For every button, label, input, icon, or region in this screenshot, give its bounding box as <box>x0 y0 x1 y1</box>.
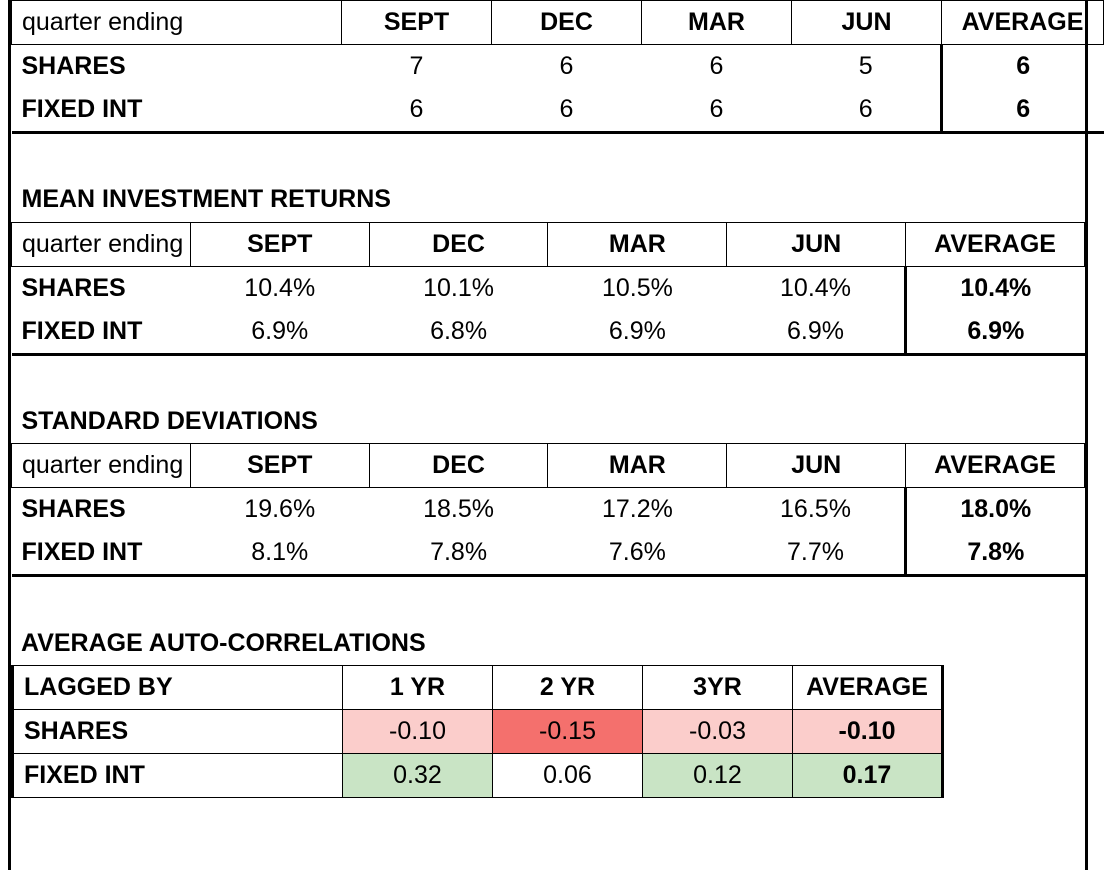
sd-row-shares-label: SHARES <box>21 495 126 524</box>
sd-shares-sept: 19.6% <box>244 495 316 524</box>
corr-shares-3yr: -0.03 <box>643 710 793 754</box>
mean-fixedint-jun: 6.9% <box>727 310 906 354</box>
standard-deviations-title: STANDARD DEVIATIONS <box>21 406 318 435</box>
table-row <box>12 45 1104 89</box>
mean-shares-mar: 10.5% <box>601 273 673 302</box>
sd-header-jun: JUN <box>727 444 906 488</box>
sd-header-sept: SEPT <box>190 444 369 488</box>
corr-row-shares-label: SHARES <box>13 710 343 754</box>
mean-shares-dec: 10.1% <box>423 273 495 302</box>
sd-row-fixedint-label: FIXED INT <box>12 532 191 576</box>
table-row-header <box>13 666 943 710</box>
corr-shares-1yr: -0.10 <box>343 710 493 754</box>
sd-fixedint-sept: 8.1% <box>190 532 369 576</box>
counts-shares-average: 6 <box>942 45 1104 89</box>
corr-fixedint-1yr: 0.32 <box>343 754 493 798</box>
counts-header-average: AVERAGE <box>942 1 1104 45</box>
sd-fixedint-jun: 7.7% <box>727 532 906 576</box>
spacer <box>12 134 1085 178</box>
table-row <box>12 89 1104 133</box>
spacer <box>11 577 1085 621</box>
auto-correlations-title: AVERAGE AUTO-CORRELATIONS <box>21 628 426 657</box>
counts-fixedint-sept: 6 <box>342 89 492 133</box>
corr-header-label: LAGGED BY <box>13 666 343 710</box>
table-standard-deviations <box>11 356 1085 578</box>
table-counts <box>11 0 1104 134</box>
mean-fixedint-sept: 6.9% <box>190 310 369 354</box>
mean-header-average: AVERAGE <box>906 222 1085 266</box>
counts-row-fixedint-label: FIXED INT <box>12 89 342 133</box>
mean-row-shares-label: SHARES <box>21 273 126 302</box>
counts-row-shares-label: SHARES <box>21 52 126 81</box>
counts-shares-dec: 6 <box>559 52 574 81</box>
mean-shares-average: 10.4% <box>906 266 1085 310</box>
mean-shares-jun: 10.4% <box>780 273 851 302</box>
corr-header-3yr: 3YR <box>643 666 793 710</box>
table-row <box>12 310 1085 354</box>
table-row <box>13 754 943 798</box>
sd-header-dec: DEC <box>369 444 548 488</box>
mean-row-fixedint-label: FIXED INT <box>12 310 191 354</box>
table-row-header <box>12 444 1085 488</box>
sd-header-average: AVERAGE <box>906 444 1085 488</box>
counts-fixedint-average: 6 <box>942 89 1104 133</box>
sd-shares-mar: 17.2% <box>601 495 673 524</box>
counts-header-sept: SEPT <box>342 1 492 45</box>
section-title-row <box>12 178 1085 222</box>
sd-fixedint-dec: 7.8% <box>369 532 548 576</box>
table-mean-returns <box>11 134 1085 356</box>
mean-header-mar: MAR <box>548 222 727 266</box>
corr-shares-average: -0.10 <box>793 710 943 754</box>
counts-header-jun: JUN <box>792 1 942 45</box>
counts-shares-mar: 6 <box>709 52 724 81</box>
sd-shares-jun: 16.5% <box>780 495 851 524</box>
table-row-header <box>12 222 1085 266</box>
mean-header-sept: SEPT <box>190 222 369 266</box>
corr-fixedint-3yr: 0.12 <box>643 754 793 798</box>
section-title-row <box>11 621 1085 665</box>
section-title-row <box>12 400 1085 444</box>
sd-shares-average: 18.0% <box>906 488 1085 532</box>
counts-fixedint-dec: 6 <box>492 89 642 133</box>
spacer <box>12 356 1085 400</box>
mean-header-label: quarter ending <box>12 222 191 266</box>
mean-header-dec: DEC <box>369 222 548 266</box>
corr-header-2yr: 2 YR <box>493 666 643 710</box>
sd-shares-dec: 18.5% <box>423 495 495 524</box>
counts-fixedint-mar: 6 <box>642 89 792 133</box>
mean-returns-title: MEAN INVESTMENT RETURNS <box>21 185 391 214</box>
counts-header-label: quarter ending <box>12 1 342 45</box>
sd-fixedint-average: 7.8% <box>906 532 1085 576</box>
corr-header-average: AVERAGE <box>793 666 943 710</box>
counts-header-dec: DEC <box>492 1 642 45</box>
mean-fixedint-mar: 6.9% <box>548 310 727 354</box>
sd-fixedint-mar: 7.6% <box>548 532 727 576</box>
mean-shares-sept: 10.4% <box>244 273 316 302</box>
counts-shares-jun: 5 <box>858 52 873 81</box>
sd-header-label: quarter ending <box>12 444 191 488</box>
counts-header-mar: MAR <box>642 1 792 45</box>
counts-fixedint-jun: 6 <box>792 89 942 133</box>
corr-fixedint-2yr: 0.06 <box>493 754 643 798</box>
counts-shares-sept: 7 <box>409 52 424 81</box>
auto-correlations-title-table <box>11 577 1085 665</box>
corr-fixedint-average: 0.17 <box>793 754 943 798</box>
corr-row-fixedint-label: FIXED INT <box>13 754 343 798</box>
mean-fixedint-average: 6.9% <box>906 310 1085 354</box>
table-row <box>12 532 1085 576</box>
table-row <box>12 266 1085 310</box>
outer-frame <box>8 0 1088 870</box>
mean-header-jun: JUN <box>727 222 906 266</box>
table-auto-correlations <box>11 665 944 798</box>
corr-header-1yr: 1 YR <box>343 666 493 710</box>
table-row <box>12 488 1085 532</box>
corr-shares-2yr: -0.15 <box>493 710 643 754</box>
mean-fixedint-dec: 6.8% <box>369 310 548 354</box>
sd-header-mar: MAR <box>548 444 727 488</box>
table-row <box>13 710 943 754</box>
table-row-header <box>12 1 1104 45</box>
